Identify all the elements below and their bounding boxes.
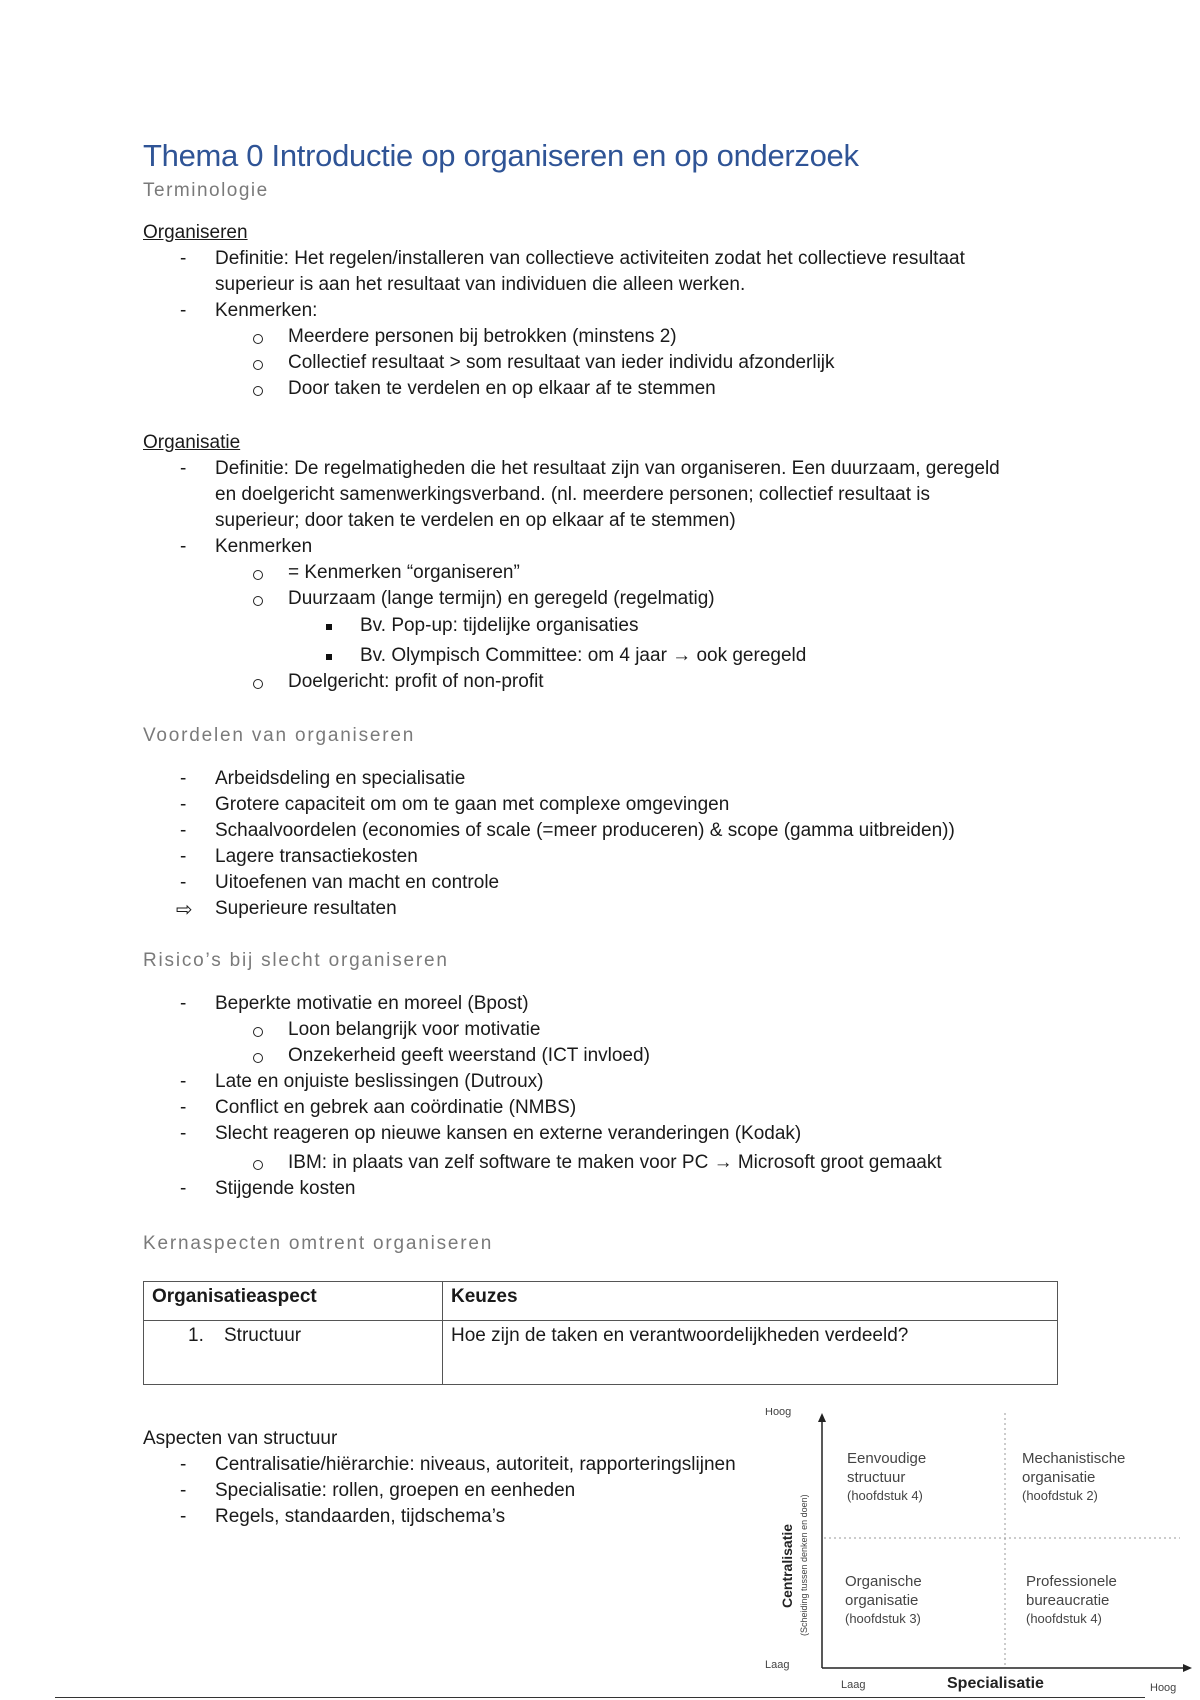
y-axis-low-label: Laag: [765, 1659, 790, 1671]
organisatie-kenmerken: Kenmerken: [215, 536, 313, 557]
dash-bullet: -: [180, 1123, 187, 1144]
square-bullet: [326, 654, 332, 660]
dash-bullet: -: [180, 993, 187, 1014]
dash-bullet: -: [180, 794, 187, 815]
dash-bullet: -: [180, 1178, 187, 1199]
table-header-keuzes: Keuzes: [443, 1282, 1058, 1321]
dash-bullet: -: [180, 820, 187, 841]
dash-bullet: -: [180, 1506, 187, 1527]
heading-risicos: Risico’s bij slecht organiseren: [143, 950, 449, 971]
quadrant-tl-line-1: Eenvoudige: [847, 1450, 927, 1467]
organisatie-subsub-2: Bv. Olympisch Committee: om 4 jaar → ook geregeld: [360, 645, 807, 666]
quadrant-tl-line-3: (hoofdstuk 4): [847, 1488, 923, 1503]
table-cell-aspect: [144, 1321, 443, 1385]
circle-bullet: [253, 1053, 263, 1063]
risicos-item-2: Late en onjuiste beslissingen (Dutroux): [215, 1071, 544, 1092]
dash-bullet: -: [180, 768, 187, 789]
quadrant-br-line-2: bureaucratie: [1026, 1592, 1110, 1609]
risicos-item-1-sub-2: Onzekerheid geeft weerstand (ICT invloed): [288, 1045, 650, 1066]
risicos-item-1: Beperkte motivatie en moreel (Bpost): [215, 993, 529, 1014]
voordelen-item-3: Schaalvoordelen (economies of scale (=meer produceren) & scope (gamma uitbreiden)): [215, 820, 955, 841]
heading-voordelen: Voordelen van organiseren: [143, 725, 416, 746]
x-axis-high-label: Hoog: [1150, 1682, 1177, 1694]
x-axis-arrow-icon: [1183, 1664, 1192, 1672]
dash-bullet: -: [180, 300, 187, 321]
dash-bullet: -: [180, 458, 187, 479]
risicos-item-4: Slecht reageren op nieuwe kansen en externe veranderingen (Kodak): [215, 1123, 802, 1144]
aspecten-item-3: Regels, standaarden, tijdschema’s: [215, 1506, 506, 1527]
organisatie-sub-2: Duurzaam (lange termijn) en geregeld (regelmatig): [288, 588, 715, 609]
structure-matrix-diagram: [765, 1408, 1195, 1700]
y-axis-high-label: Hoog: [765, 1408, 792, 1418]
organiseren-sub-1: Meerdere personen bij betrokken (minstens 2): [288, 326, 677, 347]
y-axis-title: Centralisatie: [779, 1523, 795, 1608]
organiseren-definition-1: Definitie: Het regelen/installeren van collectieve activiteiten zodat het collectieve resultaat: [215, 248, 965, 269]
quadrant-tr-line-3: (hoofdstuk 2): [1022, 1488, 1098, 1503]
aspect-name: Structuur: [224, 1325, 302, 1346]
heading-organisatie: Organisatie: [143, 432, 241, 453]
heading-kernaspecten: Kernaspecten omtrent organiseren: [143, 1233, 494, 1254]
circle-bullet: [253, 1160, 263, 1170]
circle-bullet: [253, 679, 263, 689]
dash-bullet: -: [180, 872, 187, 893]
organisatie-definition-1: Definitie: De regelmatigheden die het resultaat zijn van organiseren. Een duurzaam, geregeld: [215, 458, 1000, 479]
heading-organiseren: Organiseren: [143, 222, 248, 243]
circle-bullet: [253, 386, 263, 396]
voordelen-item-5: Uitoefenen van macht en controle: [215, 872, 500, 893]
quadrant-tr-line-1: Mechanistische: [1022, 1450, 1126, 1467]
circle-bullet: [253, 1027, 263, 1037]
quadrant-bl-line-3: (hoofdstuk 3): [845, 1611, 921, 1626]
table-cell-keuze: Hoe zijn de taken en verantwoordelijkheden verdeeld?: [443, 1321, 1058, 1385]
circle-bullet: [253, 334, 263, 344]
circle-bullet: [253, 596, 263, 606]
dash-bullet: -: [180, 846, 187, 867]
dash-bullet: -: [180, 1071, 187, 1092]
page-title: Thema 0 Introductie op organiseren en op onderzoek: [143, 138, 859, 173]
voordelen-item-2: Grotere capaciteit om om te gaan met complexe omgevingen: [215, 794, 730, 815]
square-bullet: [326, 624, 332, 630]
organisatie-definition-2: en doelgericht samenwerkingsverband. (nl. meerdere personen; collectief resultaat is: [215, 484, 930, 505]
organiseren-definition-2: superieur is aan het resultaat van individuen die alleen werken.: [215, 274, 746, 295]
dash-bullet: -: [180, 536, 187, 557]
dash-bullet: -: [180, 1097, 187, 1118]
voordelen-item-1: Arbeidsdeling en specialisatie: [215, 768, 466, 789]
organiseren-sub-2: Collectief resultaat > som resultaat van ieder individu afzonderlijk: [288, 352, 835, 373]
quadrant-tl-line-2: structuur: [847, 1469, 906, 1486]
voordelen-conclusion: Superieure resultaten: [215, 898, 397, 919]
hollow-arrow-icon: ⇨: [176, 899, 193, 921]
table-header-row: [144, 1282, 1058, 1321]
table-row: [144, 1321, 1058, 1385]
quadrant-br-line-3: (hoofdstuk 4): [1026, 1611, 1102, 1626]
risicos-item-1-sub-1: Loon belangrijk voor motivatie: [288, 1019, 541, 1040]
table-header-aspect: Organisatieaspect: [144, 1282, 443, 1321]
organiseren-kenmerken: Kenmerken:: [215, 300, 318, 321]
quadrant-br-line-1: Professionele: [1026, 1573, 1117, 1590]
organisatie-subsub-1: Bv. Pop-up: tijdelijke organisaties: [360, 615, 639, 636]
quadrant-bl-line-1: Organische: [845, 1573, 922, 1590]
kernaspecten-table: [143, 1281, 1058, 1385]
organisatie-definition-3: superieur; door taken te verdelen en op elkaar af te stemmen): [215, 510, 736, 531]
y-axis-arrow-icon: [818, 1413, 826, 1422]
aspecten-item-2: Specialisatie: rollen, groepen en eenheden: [215, 1480, 576, 1501]
bottom-divider: [55, 1697, 1145, 1698]
x-axis-title: Specialisatie: [947, 1675, 1044, 1692]
circle-bullet: [253, 360, 263, 370]
organiseren-sub-3: Door taken te verdelen en op elkaar af te stemmen: [288, 378, 716, 399]
subtitle-terminologie: Terminologie: [143, 180, 269, 201]
voordelen-item-4: Lagere transactiekosten: [215, 846, 418, 867]
risicos-item-3: Conflict en gebrek aan coördinatie (NMBS): [215, 1097, 577, 1118]
dash-bullet: -: [180, 1480, 187, 1501]
x-axis-low-label: Laag: [841, 1679, 866, 1691]
risicos-item-5: Stijgende kosten: [215, 1178, 356, 1199]
organisatie-sub-1: = Kenmerken “organiseren”: [288, 562, 520, 583]
heading-aspecten-structuur: Aspecten van structuur: [143, 1428, 338, 1449]
quadrant-tr-line-2: organisatie: [1022, 1469, 1096, 1486]
aspecten-item-1: Centralisatie/hiërarchie: niveaus, autoriteit, rapporteringslijnen: [215, 1454, 736, 1475]
dash-bullet: -: [180, 248, 187, 269]
y-axis-subtitle: (Scheiding tussen denken en doen): [799, 1494, 809, 1636]
list-number: 1.: [188, 1325, 204, 1346]
circle-bullet: [253, 570, 263, 580]
organisatie-sub-3: Doelgericht: profit of non-profit: [288, 671, 544, 692]
risicos-item-4-sub: IBM: in plaats van zelf software te maken voor PC → Microsoft groot gemaakt: [288, 1152, 942, 1173]
dash-bullet: -: [180, 1454, 187, 1475]
quadrant-bl-line-2: organisatie: [845, 1592, 919, 1609]
